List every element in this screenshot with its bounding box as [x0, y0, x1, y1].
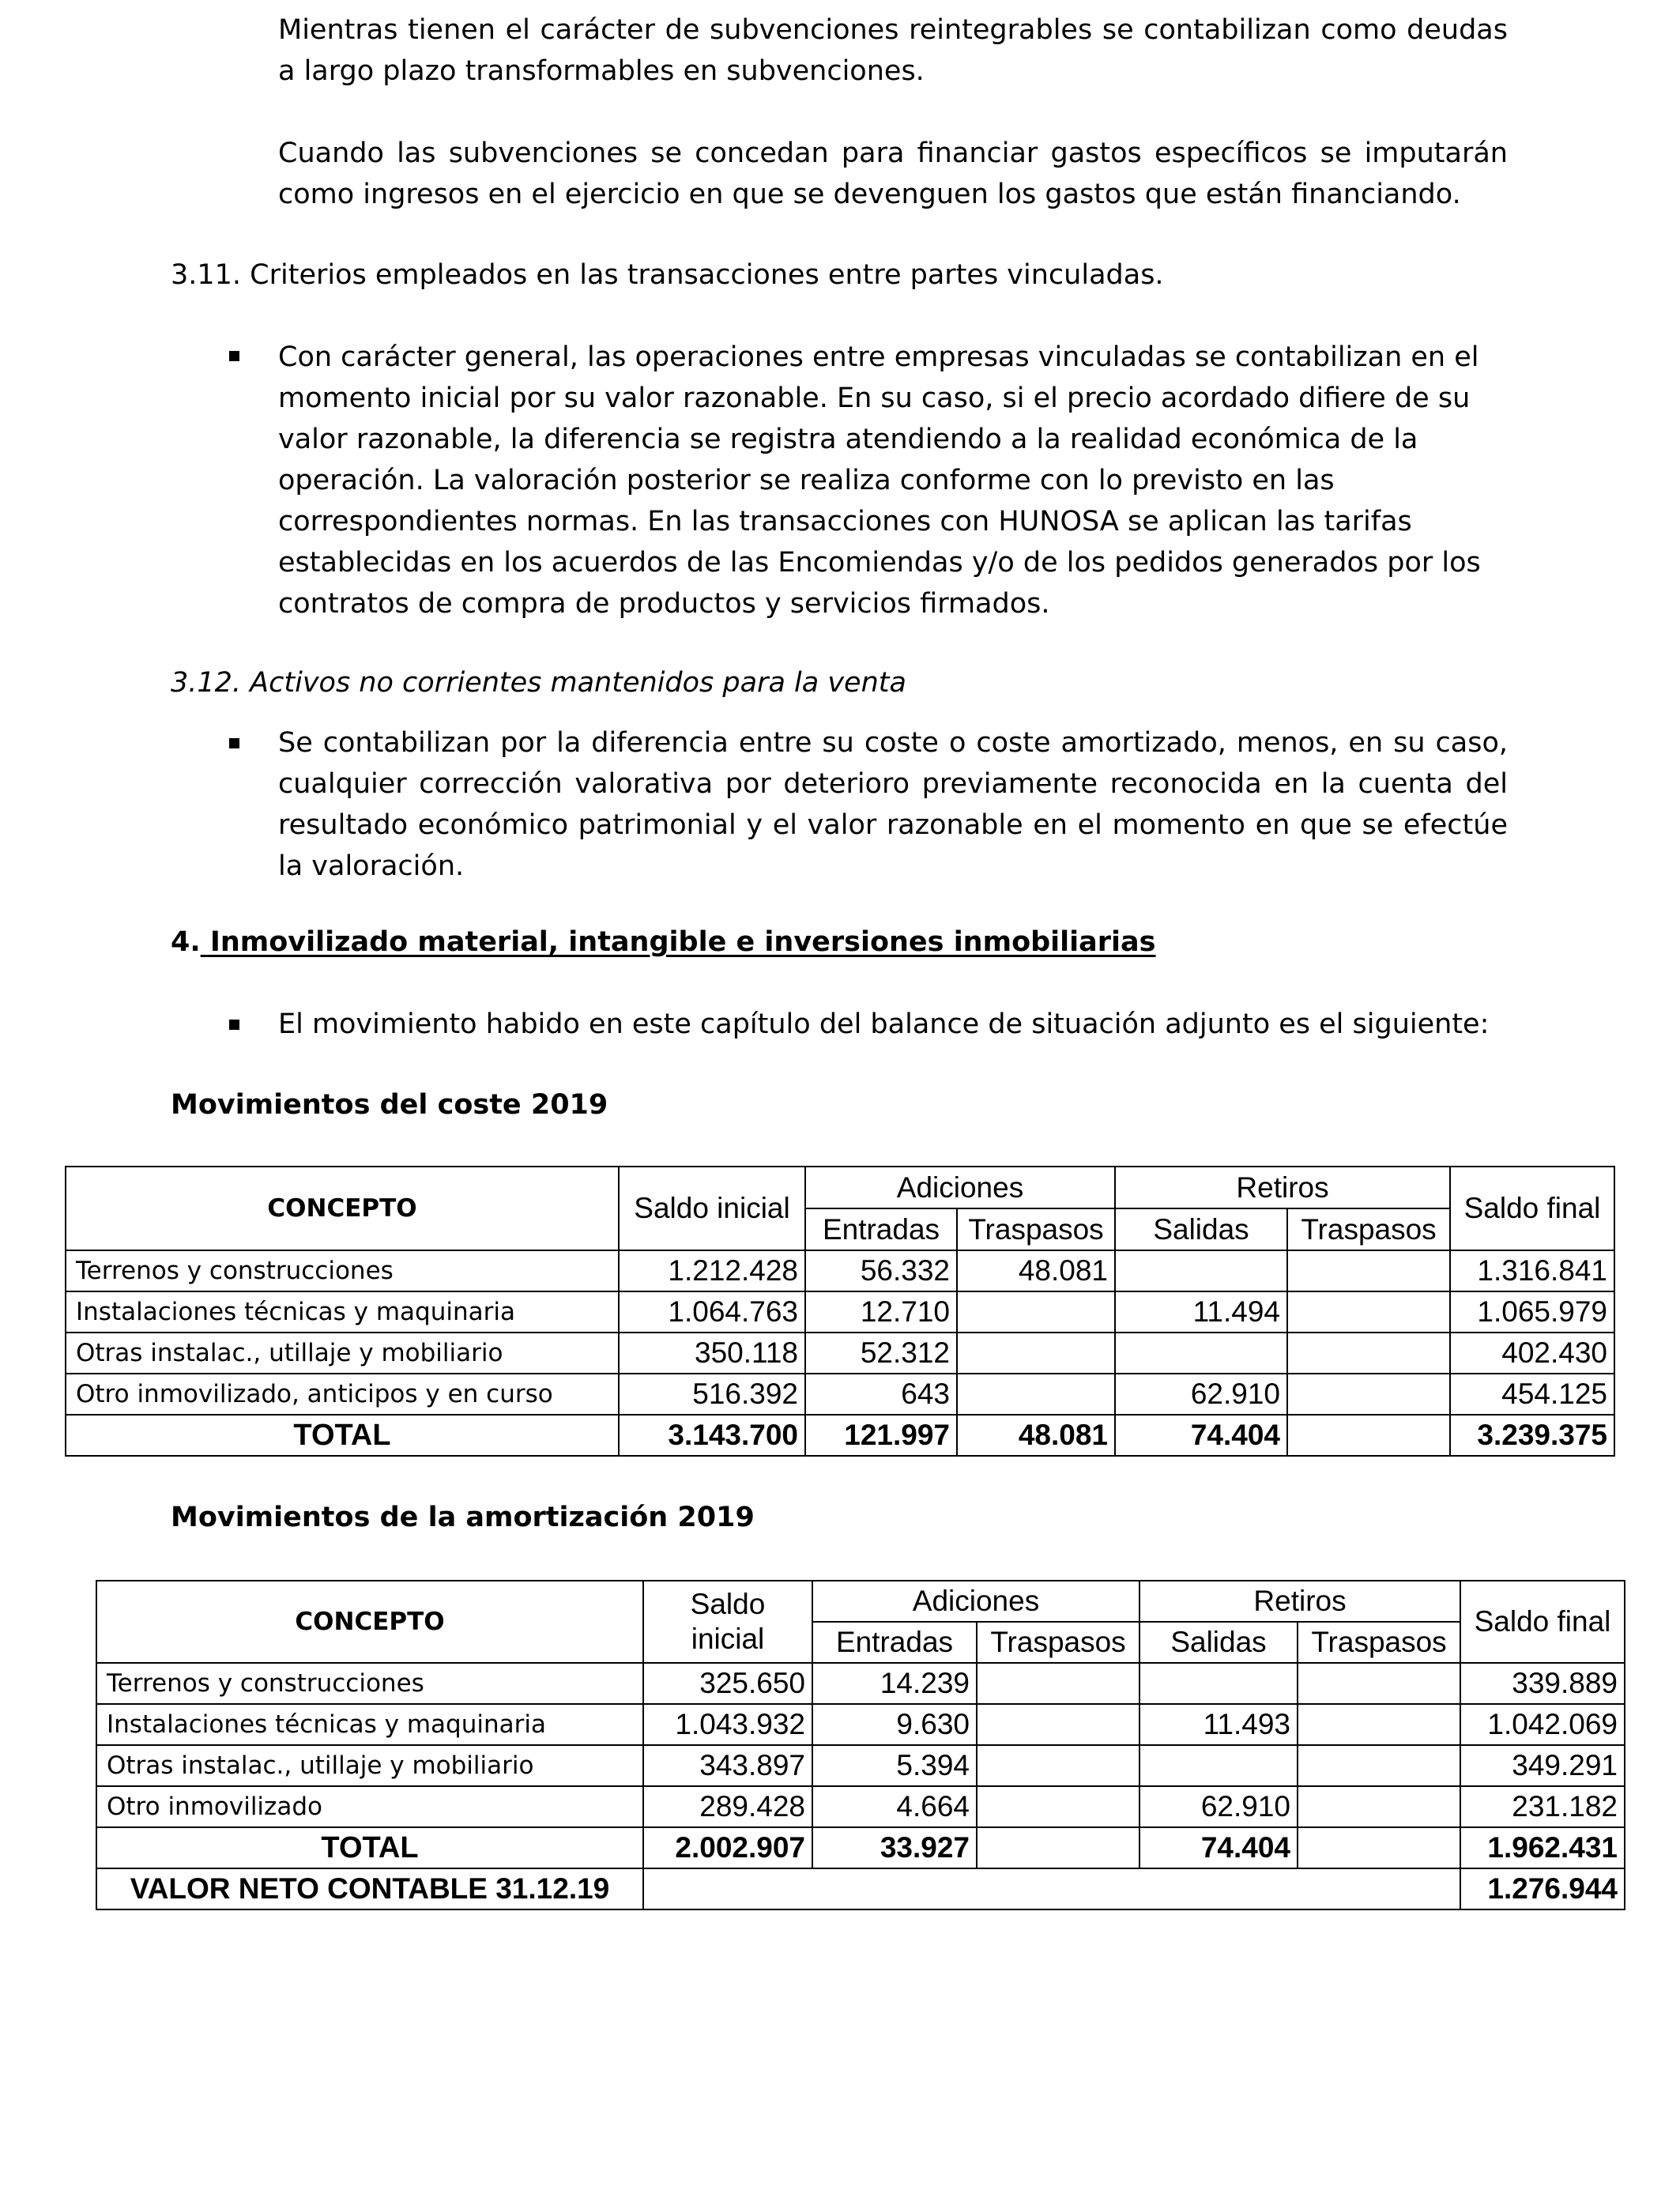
paragraph-subvenciones-gastos: Cuando las subvenciones se concedan para financiar gastos específicos se imputarán como ingresos en el ejercicio en que se devenguen los gastos que están financiando.: [278, 138, 1508, 210]
cell-traspasos-adiciones: [957, 1333, 1115, 1374]
table-row: [96, 1745, 1625, 1786]
table-vnc-row: [96, 1868, 1625, 1909]
cell-salidas: 62.910: [1139, 1786, 1298, 1827]
total-traspasos-adiciones: [977, 1827, 1139, 1868]
row-concept: Otro inmovilizado, anticipos y en curso: [66, 1374, 619, 1415]
cell-salidas: 11.493: [1139, 1704, 1298, 1745]
row-concept: Otras instalac., utillaje y mobiliario: [96, 1745, 643, 1786]
header-saldo-final: Saldo final: [1460, 1581, 1625, 1663]
row-concept: Terrenos y construcciones: [96, 1663, 643, 1704]
vnc-value: 1.276.944: [1460, 1868, 1625, 1909]
cell-saldo-final: 1.065.979: [1450, 1291, 1614, 1333]
header-entradas: Entradas: [805, 1208, 957, 1250]
paragraph-activos-venta: Se contabilizan por la diferencia entre su coste o coste amortizado, menos, en su caso, cualquier corrección valorativa por deterioro previamente reconocida en la cuenta del resultado económico patrimonial y el valor razonable en el momento en que se efectúe la valoración.: [278, 727, 1508, 882]
total-saldo-final: 1.962.431: [1460, 1827, 1625, 1868]
section-title: Inmovilizado material, intangible e inversiones inmobiliarias: [200, 926, 1156, 958]
total-salidas: 74.404: [1139, 1827, 1298, 1868]
cell-saldo-inicial: 1.212.428: [619, 1250, 805, 1291]
cell-entradas: 5.394: [812, 1745, 977, 1786]
cell-salidas: [1115, 1333, 1287, 1374]
cell-traspasos-adiciones: [977, 1704, 1139, 1745]
cell-traspasos-adiciones: [977, 1745, 1139, 1786]
table-total-row: [96, 1827, 1625, 1868]
cell-traspasos-adiciones: [977, 1663, 1139, 1704]
table-row: [66, 1250, 1614, 1291]
cell-traspasos-retiros: [1298, 1704, 1460, 1745]
row-concept: Otro inmovilizado: [96, 1786, 643, 1827]
cell-saldo-final: 339.889: [1460, 1663, 1625, 1704]
header-adiciones: Adiciones: [812, 1581, 1139, 1622]
cell-traspasos-adiciones: [957, 1374, 1115, 1415]
square-bullet-icon: [229, 1020, 239, 1030]
table-row: [66, 1374, 1614, 1415]
total-entradas: 121.997: [805, 1415, 957, 1456]
cell-traspasos-retiros: [1287, 1333, 1450, 1374]
cell-traspasos-adiciones: 48.081: [957, 1250, 1115, 1291]
cell-saldo-final: 1.316.841: [1450, 1250, 1614, 1291]
cell-saldo-inicial: 325.650: [643, 1663, 812, 1704]
cell-saldo-inicial: 1.043.932: [643, 1704, 812, 1745]
total-saldo-inicial: 3.143.700: [619, 1415, 805, 1456]
cell-entradas: 52.312: [805, 1333, 957, 1374]
total-label: TOTAL: [66, 1415, 619, 1456]
paragraph-partes-vinculadas: Con carácter general, las operaciones entre empresas vinculadas se contabilizan en el momento inicial por su valor razonable. En su caso, si el precio acordado difiere de su valor razonable, la diferencia se registra atendiendo a la realidad económica de la operación. La valoración posterior se realiza conforme con lo previsto en las correspondientes normas. En las transacciones con HUNOSA se aplican las tarifas establecidas en los acuerdos de las Encomiendas y/o de los pedidos generados por los contratos de compra de productos y servicios firmados.: [278, 341, 1481, 620]
total-label: TOTAL: [96, 1827, 643, 1868]
cell-traspasos-adiciones: [957, 1291, 1115, 1333]
cell-saldo-inicial: 343.897: [643, 1745, 812, 1786]
table-row: [96, 1704, 1625, 1745]
table-amort-title: Movimientos de la amortización 2019: [171, 1502, 755, 1533]
paragraph-subvenciones-reintegrables: Mientras tienen el carácter de subvenciones reintegrables se contabilizan como deudas a largo plazo transformables en subvenciones.: [278, 14, 1508, 87]
square-bullet-icon: [229, 738, 239, 748]
section-heading-3-12: 3.12. Activos no corrientes mantenidos para la venta: [171, 667, 906, 699]
table-row: [96, 1786, 1625, 1827]
cell-saldo-final: 402.430: [1450, 1333, 1614, 1374]
cell-saldo-inicial: 289.428: [643, 1786, 812, 1827]
total-traspasos-retiros: [1287, 1415, 1450, 1456]
section-heading-3-11: 3.11. Criterios empleados en las transacciones entre partes vinculadas.: [171, 259, 1164, 291]
cell-entradas: 56.332: [805, 1250, 957, 1291]
section-number: 4.: [171, 926, 201, 958]
row-concept: Terrenos y construcciones: [66, 1250, 619, 1291]
cell-traspasos-retiros: [1298, 1786, 1460, 1827]
header-concepto: CONCEPTO: [66, 1167, 619, 1250]
cell-entradas: 643: [805, 1374, 957, 1415]
table-cost: [65, 1166, 1615, 1457]
cell-saldo-inicial: 1.064.763: [619, 1291, 805, 1333]
cell-traspasos-retiros: [1298, 1663, 1460, 1704]
cell-saldo-final: 1.042.069: [1460, 1704, 1625, 1745]
row-concept: Instalaciones técnicas y maquinaria: [66, 1291, 619, 1333]
header-retiros: Retiros: [1115, 1167, 1450, 1208]
row-concept: Otras instalac., utillaje y mobiliario: [66, 1333, 619, 1374]
cell-salidas: [1115, 1250, 1287, 1291]
table-cost-title: Movimientos del coste 2019: [171, 1089, 608, 1121]
section-heading-4: [171, 922, 1514, 963]
total-saldo-inicial: 2.002.907: [643, 1827, 812, 1868]
cell-entradas: 12.710: [805, 1291, 957, 1333]
cell-traspasos-retiros: [1287, 1250, 1450, 1291]
cell-traspasos-retiros: [1287, 1291, 1450, 1333]
cell-entradas: 9.630: [812, 1704, 977, 1745]
paragraph-movimiento: El movimiento habido en este capítulo del balance de situación adjunto es el siguiente:: [278, 1008, 1490, 1040]
cell-entradas: 14.239: [812, 1663, 977, 1704]
cell-entradas: 4.664: [812, 1786, 977, 1827]
cell-salidas: 11.494: [1115, 1291, 1287, 1333]
cell-salidas: [1139, 1745, 1298, 1786]
header-salidas: Salidas: [1115, 1208, 1287, 1250]
header-concepto: CONCEPTO: [96, 1581, 643, 1663]
cell-traspasos-retiros: [1287, 1374, 1450, 1415]
cell-traspasos-retiros: [1298, 1745, 1460, 1786]
table-row: [66, 1333, 1614, 1374]
total-salidas: 74.404: [1115, 1415, 1287, 1456]
header-saldo-final: Saldo final: [1450, 1167, 1614, 1250]
header-traspasos-retiros: Traspasos: [1287, 1208, 1450, 1250]
total-saldo-final: 3.239.375: [1450, 1415, 1614, 1456]
header-traspasos-retiros: Traspasos: [1298, 1622, 1460, 1663]
header-adiciones: Adiciones: [805, 1167, 1115, 1208]
header-saldo-inicial: Saldo inicial: [643, 1581, 812, 1663]
cell-saldo-final: 231.182: [1460, 1786, 1625, 1827]
cell-saldo-inicial: 350.118: [619, 1333, 805, 1374]
total-traspasos-adiciones: 48.081: [957, 1415, 1115, 1456]
cell-saldo-final: 349.291: [1460, 1745, 1625, 1786]
table-amortization: [96, 1580, 1625, 1910]
cell-saldo-final: 454.125: [1450, 1374, 1614, 1415]
cell-traspasos-adiciones: [977, 1786, 1139, 1827]
header-traspasos-adiciones: Traspasos: [957, 1208, 1115, 1250]
vnc-empty-span: [643, 1868, 1460, 1909]
cell-salidas: [1139, 1663, 1298, 1704]
header-retiros: Retiros: [1139, 1581, 1460, 1622]
cell-salidas: 62.910: [1115, 1374, 1287, 1415]
table-row: [96, 1663, 1625, 1704]
table-total-row: [66, 1415, 1614, 1456]
total-entradas: 33.927: [812, 1827, 977, 1868]
row-concept: Instalaciones técnicas y maquinaria: [96, 1704, 643, 1745]
cell-saldo-inicial: 516.392: [619, 1374, 805, 1415]
header-entradas: Entradas: [812, 1622, 977, 1663]
header-traspasos-adiciones: Traspasos: [977, 1622, 1139, 1663]
header-saldo-inicial: Saldo inicial: [619, 1167, 805, 1250]
vnc-label: VALOR NETO CONTABLE 31.12.19: [96, 1868, 643, 1909]
total-traspasos-retiros: [1298, 1827, 1460, 1868]
table-row: [66, 1291, 1614, 1333]
square-bullet-icon: [229, 351, 239, 361]
header-salidas: Salidas: [1139, 1622, 1298, 1663]
